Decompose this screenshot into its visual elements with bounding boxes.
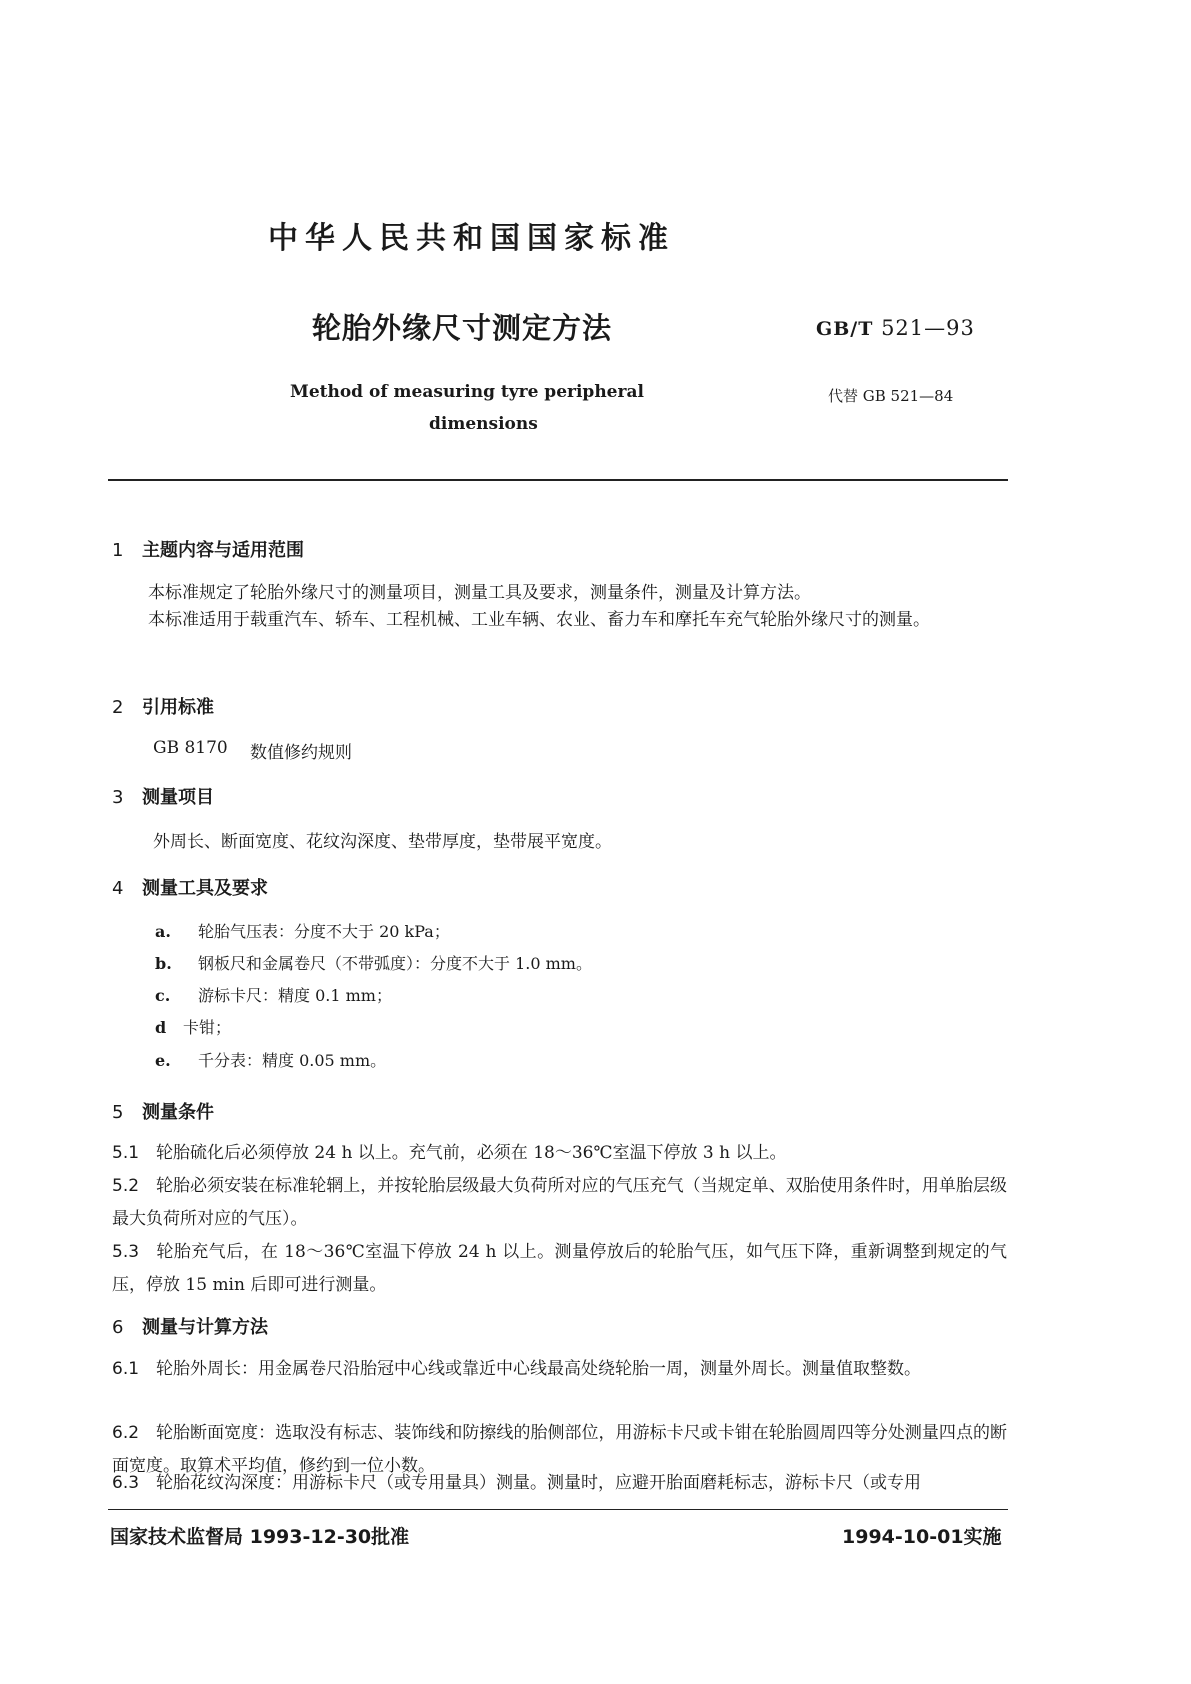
clause-text: 轮胎外周长：用金属卷尺沿胎冠中心线或靠近中心线最高处绕轮胎一周，测量外周长。测量值取整数。 — [156, 1359, 921, 1379]
effective-date: 1994-10-01实施 — [842, 1526, 1002, 1548]
clause-label: 6.1 — [112, 1359, 140, 1379]
clause-text: 轮胎充气后，在 18～36℃室温下停放 24 h 以上。测量停放后的轮胎气压，如气压下降，重新调整到规定的气压，停放 15 min 后即可进行测量。 — [112, 1242, 1007, 1295]
section-1-paragraph-1: 本标准规定了轮胎外缘尺寸的测量项目，测量工具及要求，测量条件，测量及计算方法。 — [148, 583, 811, 603]
section-number: 6 — [112, 1317, 124, 1338]
clause-text: 轮胎断面宽度：选取没有标志、装饰线和防擦线的胎侧部位，用游标卡尺或卡钳在轮胎圆周四等分处测量四点的断面宽度。取算术平均值，修约到一位小数。 — [112, 1423, 1007, 1476]
section-3-paragraph: 外周长、断面宽度、花纹沟深度、垫带厚度，垫带展平宽度。 — [153, 832, 612, 852]
list-item — [155, 1048, 386, 1071]
clause-label: 6.2 — [112, 1423, 140, 1443]
list-item-text: 钢板尺和金属卷尺（不带弧度）：分度不大于 1.0 mm。 — [198, 954, 592, 973]
clause-label: 5.1 — [112, 1143, 140, 1163]
reference-name: 数值修约规则 — [250, 743, 352, 763]
section-number: 1 — [112, 540, 124, 561]
document-title-en-line2: dimensions — [429, 414, 538, 434]
section-number: 5 — [112, 1102, 124, 1123]
section-6-heading — [112, 1313, 268, 1339]
list-item-text: 轮胎气压表：分度不大于 20 kPa； — [198, 922, 450, 941]
clause-5-1 — [112, 1137, 1007, 1170]
section-title: 测量与计算方法 — [142, 1317, 268, 1338]
list-item-label: d — [155, 1018, 167, 1037]
section-4-heading — [112, 874, 268, 900]
list-item — [155, 919, 450, 942]
section-1-paragraph-2: 本标准适用于载重汽车、轿车、工程机械、工业车辆、农业、畜力车和摩托车充气轮胎外缘尺寸的测量。 — [148, 610, 930, 630]
section-2-heading — [112, 693, 214, 719]
clause-label: 5.2 — [112, 1176, 140, 1196]
list-item-text: 卡钳； — [183, 1018, 232, 1037]
list-item — [155, 1015, 231, 1038]
replaces-standard: 代替 GB 521—84 — [828, 387, 954, 405]
section-number: 2 — [112, 697, 124, 718]
section-title: 测量工具及要求 — [142, 878, 268, 899]
section-1-heading — [112, 536, 304, 562]
standard-code-prefix: GB/T — [816, 318, 874, 340]
clause-5-3 — [112, 1236, 1007, 1302]
list-item — [155, 951, 592, 974]
section-title: 主题内容与适用范围 — [142, 540, 304, 561]
clause-text: 轮胎必须安装在标准轮辋上，并按轮胎层级最大负荷所对应的气压充气（当规定单、双胎使用条件时，用单胎层级最大负荷所对应的气压）。 — [112, 1176, 1007, 1229]
list-item-label: e. — [155, 1051, 171, 1070]
list-item-label: c. — [155, 986, 171, 1005]
section-number: 3 — [112, 787, 124, 808]
section-number: 4 — [112, 878, 124, 899]
list-item-text: 千分表：精度 0.05 mm。 — [198, 1051, 387, 1070]
clause-label: 6.3 — [112, 1473, 140, 1493]
list-item — [155, 983, 392, 1006]
list-item-text: 游标卡尺：精度 0.1 mm； — [198, 986, 392, 1005]
section-3-heading — [112, 783, 214, 809]
clause-label: 5.3 — [112, 1242, 140, 1262]
section-title: 测量条件 — [142, 1102, 214, 1123]
approval-date: 国家技术监督局 1993-12-30批准 — [110, 1526, 410, 1548]
standard-code-number: 521—93 — [881, 316, 975, 340]
national-standard-heading: 中华人民共和国国家标准 — [268, 221, 675, 256]
clause-6-1 — [112, 1353, 1007, 1386]
clause-text: 轮胎花纹沟深度：用游标卡尺（或专用量具）测量。测量时，应避开胎面磨耗标志，游标卡尺（或专用 — [156, 1473, 921, 1493]
header-divider — [108, 479, 1008, 481]
standard-code — [816, 316, 975, 340]
section-title: 测量项目 — [142, 787, 214, 808]
list-item-label: b. — [155, 954, 172, 973]
footer-divider — [108, 1509, 1008, 1510]
clause-5-2 — [112, 1170, 1007, 1236]
clause-text: 轮胎硫化后必须停放 24 h 以上。充气前，必须在 18～36℃室温下停放 3 h 以上。 — [156, 1143, 787, 1163]
clause-6-3 — [112, 1467, 1007, 1500]
document-title-cn: 轮胎外缘尺寸测定方法 — [312, 311, 613, 345]
list-item-label: a. — [155, 922, 171, 941]
document-title-en-line1: Method of measuring tyre peripheral — [290, 382, 644, 402]
section-title: 引用标准 — [142, 697, 214, 718]
section-5-heading — [112, 1098, 214, 1124]
reference-code: GB 8170 — [153, 738, 228, 758]
